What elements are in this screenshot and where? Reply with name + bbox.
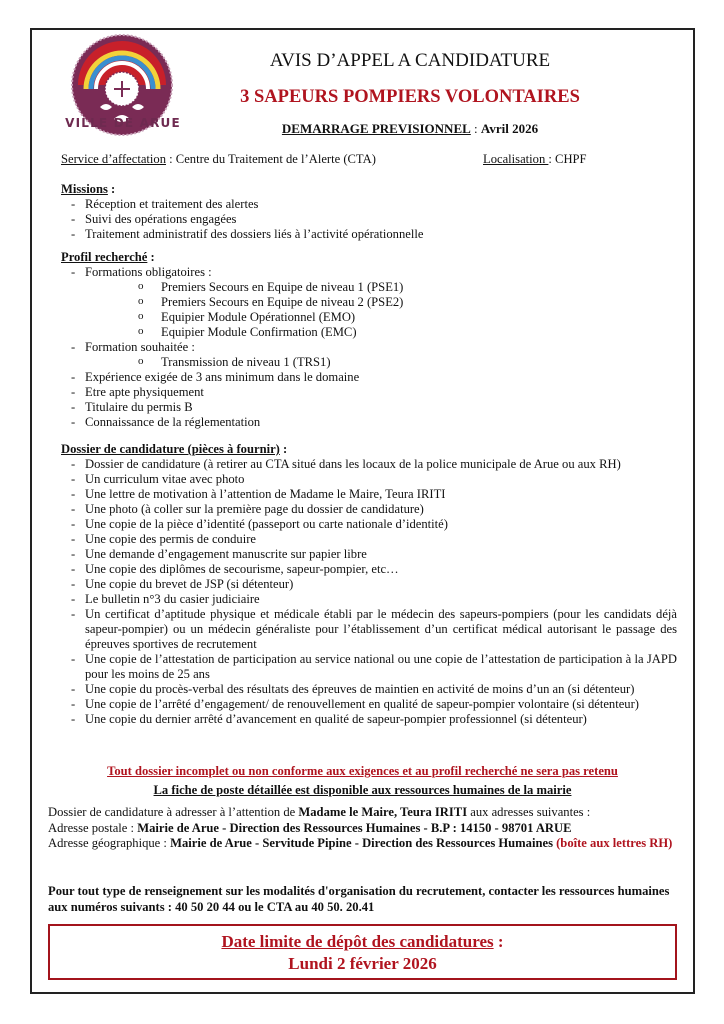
list-item: - Expérience exigée de 3 ans minimum dans le domaine [61,370,681,385]
list-item: - Une photo (à coller sur la première page du dossier de candidature) [61,502,677,517]
mandatory-list [137,280,681,340]
deadline-label-suffix: : [493,932,504,951]
list-item: - Un curriculum vitae avec photo [61,472,677,487]
start-label: DEMARRAGE PREVISIONNEL [281,121,471,136]
start-value: Avril 2026 [480,121,539,136]
list-item: - Une copie des permis de conduire [61,532,677,547]
geo-address [48,836,688,852]
list-item: - Réception et traitement des alertes [61,197,681,212]
list-item: - Une copie de l’attestation de participation au service national ou une copie de l’attestation de participation à la JAPD pour les moins de 25 ans [61,652,677,682]
list-item: - Une copie de la pièce d’identité (passeport ou carte nationale d’identité) [61,517,677,532]
intro-text: Dossier de candidature à adresser à l’attention de [48,805,299,819]
dossier-list [61,457,681,727]
list-item: - Une lettre de motivation à l’attention de Madame le Maire, Teura IRITI [61,487,677,502]
desired-label: Formation souhaitée : [85,340,195,354]
mayor-name: Madame le Maire, Teura IRITI [298,805,468,819]
dossier-title-suffix: : [279,442,288,456]
list-item: - Une copie du brevet de JSP (si détenteur) [61,577,677,592]
list-item [61,265,681,340]
postal-value: Mairie de Arue - Direction des Ressources Humaines - B.P : 14150 - 98701 ARUE [137,820,572,835]
list-item: o Equipier Module Opérationnel (EMO) [137,310,681,325]
service-value: : Centre du Traitement de l’Alerte (CTA) [166,152,376,166]
list-item: - Une copie du procès-verbal des résultats des épreuves de maintien en activité de moins d’un an (si détenteur) [61,682,677,697]
location [483,152,587,167]
service-label: Service d’affectation [61,152,167,166]
start-date [200,121,620,136]
geo-value: Mairie de Arue - Servitude Pipine - Direction des Ressources Humaines [170,836,553,850]
geo-note: (boîte aux lettres RH) [552,836,673,850]
deadline-box [48,924,677,980]
missions-section [61,182,681,242]
missions-title [61,182,681,197]
list-item: - Un certificat d’aptitude physique et médicale établi par le médecin des sapeurs-pompiers (pour les candidats déjà sapeur-pompier) ou un médecin généraliste pour l’établissement d’un certificat médical autorisant le passage des épreuves sportives de recrutement [61,607,677,652]
page-subtitle: 3 SAPEURS POMPIERS VOLONTAIRES [240,87,580,107]
postal-label: Adresse postale : [48,820,138,835]
list-item: o Equipier Module Confirmation (EMC) [137,325,681,340]
deadline-date: Lundi 2 février 2026 [288,954,437,973]
list-item [61,340,681,370]
profile-title [61,250,681,265]
list-item: o Premiers Secours en Equipe de niveau 1 (PSE1) [137,280,681,295]
logo-text: VILLE DE ARUE [65,116,181,130]
missions-title-suffix: : [107,182,116,196]
postal-address [48,821,688,837]
deadline-label [50,931,675,953]
missions-list [61,197,681,242]
job-sheet-notice: La fiche de poste détaillée est disponible aux ressources humaines de la mairie [153,783,572,797]
list-item: - Le bulletin n°3 du casier judiciaire [61,592,677,607]
list-item: o Transmission de niveau 1 (TRS1) [137,355,681,370]
address-intro [48,805,688,821]
list-item: - Dossier de candidature (à retirer au CTA situé dans les locaux de la police municipale de Arue ou aux RH) [61,457,677,472]
deadline-label-text: Date limite de dépôt des candidatures [221,932,494,951]
list-item: - Suivi des opérations engagées [61,212,681,227]
list-item: - Une demande d’engagement manuscrite sur papier libre [61,547,677,562]
intro-suffix: aux adresses suivantes : [467,805,591,819]
missions-title-text: Missions [61,182,108,196]
profile-title-text: Profil recherché [61,250,148,264]
page-title: AVIS D’APPEL A CANDIDATURE [269,50,551,71]
list-item: - Traitement administratif des dossiers liés à l’activité opérationnelle [61,227,681,242]
list-item: - Titulaire du permis B [61,400,681,415]
address-block [48,805,688,852]
profile-list [61,265,681,430]
dossier-section [61,442,681,727]
list-item: - Etre apte physiquement [61,385,681,400]
mandatory-label: Formations obligatoires : [85,265,212,279]
contact-info: Pour tout type de renseignement sur les modalités d'organisation du recrutement, contacter les ressources humaines aux numéros suivants : 40 50 20 44 ou le CTA au 40 50. 20.41 [48,884,670,914]
geo-label: Adresse géographique : [48,836,171,850]
profile-title-suffix: : [147,250,155,264]
dossier-title-text: Dossier de candidature (pièces à fournir) [61,442,280,456]
list-item: - Une copie de l’arrêté d’engagement/ de renouvellement en qualité de sapeur-pompier volontaire (si détenteur) [61,697,677,712]
dossier-title [61,442,681,457]
location-value: : CHPF [548,152,587,166]
list-item: o Premiers Secours en Equipe de niveau 2 (PSE2) [137,295,681,310]
location-label: Localisation [483,152,549,166]
incomplete-notice: Tout dossier incomplet ou non conforme aux exigences et au profil recherché ne sera pas retenu [107,764,618,778]
desired-list [137,355,681,370]
service-assignment [61,152,376,167]
start-sep: : [470,121,481,136]
list-item: - Une copie du dernier arrêté d’avancement en qualité de sapeur-pompier professionnel (si détenteur) [61,712,677,727]
list-item: - Connaissance de la réglementation [61,415,681,430]
profile-section [61,250,681,430]
list-item: - Une copie des diplômes de secourisme, sapeur-pompier, etc… [61,562,677,577]
